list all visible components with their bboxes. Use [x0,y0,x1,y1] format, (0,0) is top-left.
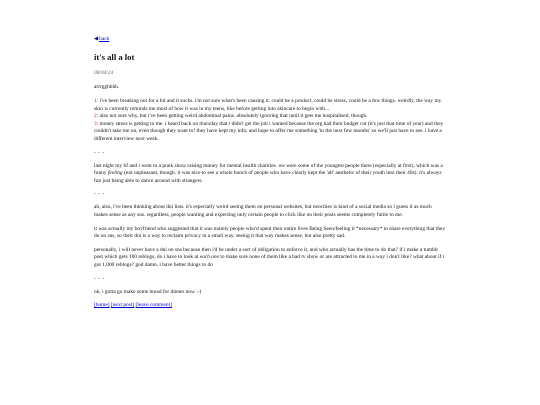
footer-nav [94,302,446,308]
post-date: 08/04/24 [94,70,114,77]
punk-show-paragraph [94,163,446,186]
list-item-text: also not sure why, but i've been getting weird abdominal pains. absolutely ignoring that until it gets me hospitalised, though. [98,113,368,120]
home-link[interactable]: [home] [94,302,110,309]
post-title: it's all a lot [94,52,135,62]
paragraph-text: to make sure none of them like a bad tv show or are attracted to me in a way i don't like? what about if i got 1,000 reblogs? god damn. i have better things to do [94,254,445,268]
back-link-label: back [99,36,110,42]
emphasis-text: feeling [107,170,123,177]
dni-paragraph-2: it was actually my boyfriend who suggested that it was mainly people who'd spent their entire lives Being Seen/feeling it *necessary* to share everything that they do on sns, so their dni is a way to reclaim privacy in a small way. seeing it that way makes sense, but also pretty sad. [94,225,446,240]
post-page [94,27,446,308]
dni-paragraph-3 [94,247,446,270]
post-intro: arrrgghhhh. [94,84,120,91]
section-separator: - - - [94,191,105,198]
back-link[interactable] [94,36,109,42]
back-arrow-icon: ◀ [94,36,99,42]
issue-list [94,98,446,144]
paragraph-text: (not unpleasant, though. it was nice to see a whole bunch of people who have clearly kept the 'alt' aesthetic of their youth into their 40s). it's always fun just being able to dance around with strangers. [94,170,442,184]
leave-comment-link[interactable]: [leave comment] [135,302,172,309]
list-item-text: i've been breaking out for a bit and it sucks. i'm not sure what's been causing it. could be a product, could be stress, could be a few things. weirdly, the way my skin is currently reminds me most of how it was in my teens, like before getting into skincare to begin with... [94,98,442,112]
list-number: 3: [94,120,99,127]
dni-paragraph-1: ah, also, i've been thinking about dni lists. it's especially weird seeing them on personal websites, but neocities is kind of a social media so i guess it as much makes sense as any sns. regardless, people wanting and expecting only certain people to click like on their posts seems completely futile to me. [94,204,432,218]
list-number: 2: [94,113,99,120]
section-separator: - - - [94,275,105,282]
paragraph-text: personally, i will never have a dni on sns because then i'd be under a sort of obligation to enforce it, and who actually has the time to do that? if i make a tumblr post which gets 100 reblogs, do i have to look at [94,246,439,261]
emphasis-text: each one [199,254,220,261]
closing-paragraph: ok, i gotta go make some bread for dinner now :-) [94,288,202,295]
paragraph-text: last night my bf and i went to a punk show raising money for mental health charities. we were some of the youngest people there (especially at first), which was a funny [94,162,443,177]
list-item-text: money stress is getting to me. i heard back on thursday that i didn't get the job i wanted because the org had their budget cut (it's just that time of year) and they couldn't take me on, even though they want to! they have kept my info, and hope to offer me something 'in the next few months' so we'll just have to see. i have a different interview next week. [94,120,444,143]
section-separator: - - - [94,149,105,156]
next-post-link[interactable]: [next post] [110,302,135,309]
list-number: 1: [94,98,99,105]
